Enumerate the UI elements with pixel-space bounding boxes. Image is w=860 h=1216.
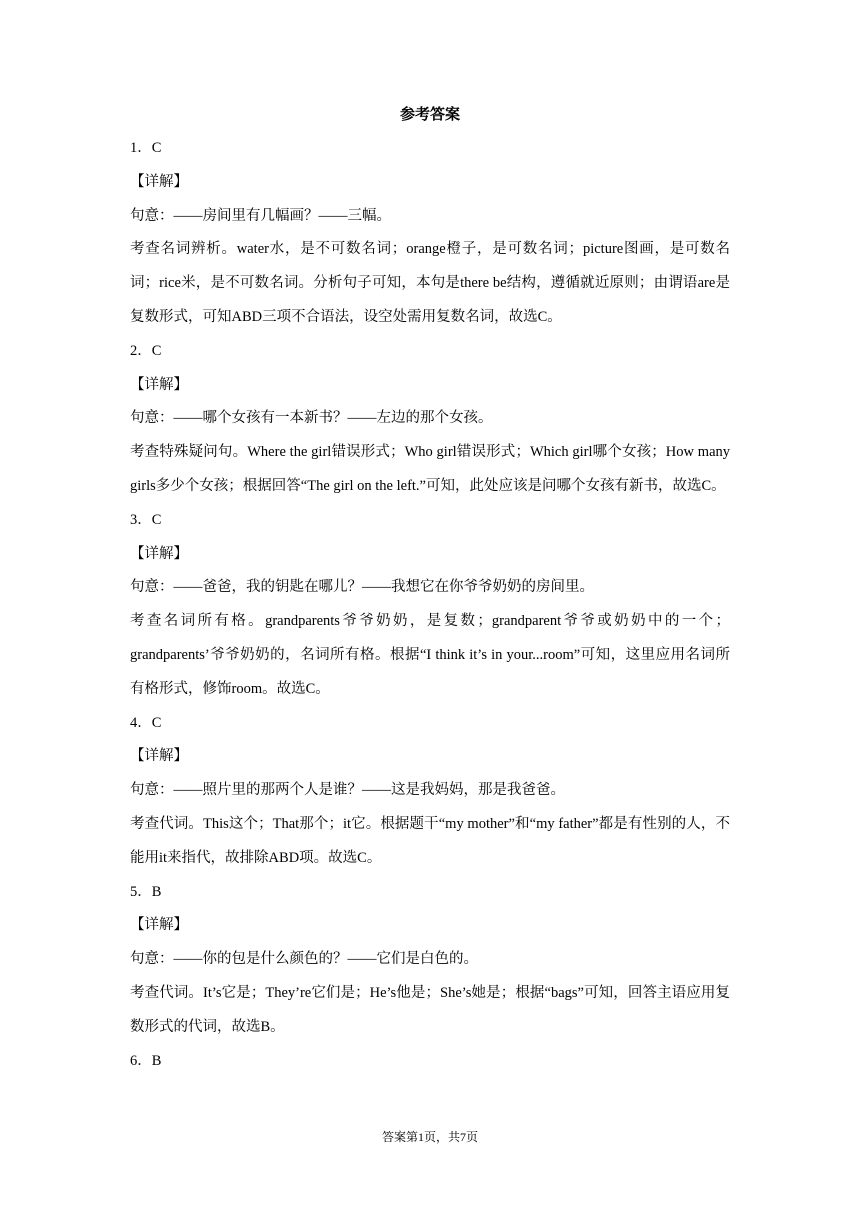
detail-label: 【详解】 (130, 748, 188, 765)
analysis-text: 考查特殊疑问句。Where the girl错误形式；Who girl错误形式；Which girl哪个女孩；How many girls多少个女孩；根据回答“The girl on the left.”可知，此处应该是问哪个女孩有新书，故选C。 (130, 444, 730, 494)
detail-label: 【详解】 (130, 376, 188, 393)
answer-number: 4．C (130, 714, 162, 731)
answer-item (130, 876, 730, 1045)
answer-number: 3．C (130, 511, 162, 528)
page-footer: 答案第1页，共7页 (381, 1130, 478, 1144)
answer-item (130, 132, 730, 335)
page-title: 参考答案 (399, 107, 460, 123)
detail-label: 【详解】 (130, 545, 188, 562)
analysis-text: 考查代词。It’s它是；They’re它们是；He’s他是；She’s她是；根据“bags”可知，回答主语应用复数形式的代词，故选B。 (130, 984, 730, 1035)
sentence-meaning: 句意：——房间里有几幅画？——三幅。 (130, 207, 391, 224)
analysis-text: 考查代词。This这个；That那个；it它。根据题干“my mother”和“my father”都是有性别的人，不能用it来指代，故排除ABD项。故选C。 (130, 815, 730, 866)
answer-item (130, 1045, 730, 1079)
answer-number: 2．C (130, 342, 162, 359)
answer-item (130, 335, 730, 504)
answer-number: 1．C (130, 140, 162, 156)
answer-list (130, 132, 730, 1078)
answer-number: 6．B (130, 1052, 162, 1069)
answer-item (130, 707, 730, 876)
analysis-text: 考查名词所有格。grandparents爷爷奶奶，是复数；grandparent爷爷或奶奶中的一个；grandparents’爷爷奶奶的，名词所有格。根据“I think it’s in your...room”可知，这里应用名词所有格形式，修饰room。故选C。 (130, 613, 730, 697)
analysis-text: 考查名词辨析。water水，是不可数名词；orange橙子，是可数名词；picture图画，是可数名词；rice米，是不可数名词。分析句子可知，本句是there be结构，遵循就近原则；由谓语are是复数形式，可知ABD三项不合语法，设空处需用复数名词，故选C。 (130, 241, 730, 325)
sentence-meaning: 句意：——照片里的那两个人是谁？——这是我妈妈，那是我爸爸。 (130, 782, 565, 799)
detail-label: 【详解】 (130, 173, 188, 190)
detail-label: 【详解】 (130, 917, 188, 934)
sentence-meaning: 句意：——哪个女孩有一本新书？——左边的那个女孩。 (130, 410, 493, 427)
sentence-meaning: 句意：——爸爸，我的钥匙在哪儿？——我想它在你爷爷奶奶的房间里。 (130, 579, 594, 596)
answer-number: 5．B (130, 883, 162, 900)
sentence-meaning: 句意：——你的包是什么颜色的？——它们是白色的。 (130, 951, 478, 968)
answer-item (130, 504, 730, 707)
